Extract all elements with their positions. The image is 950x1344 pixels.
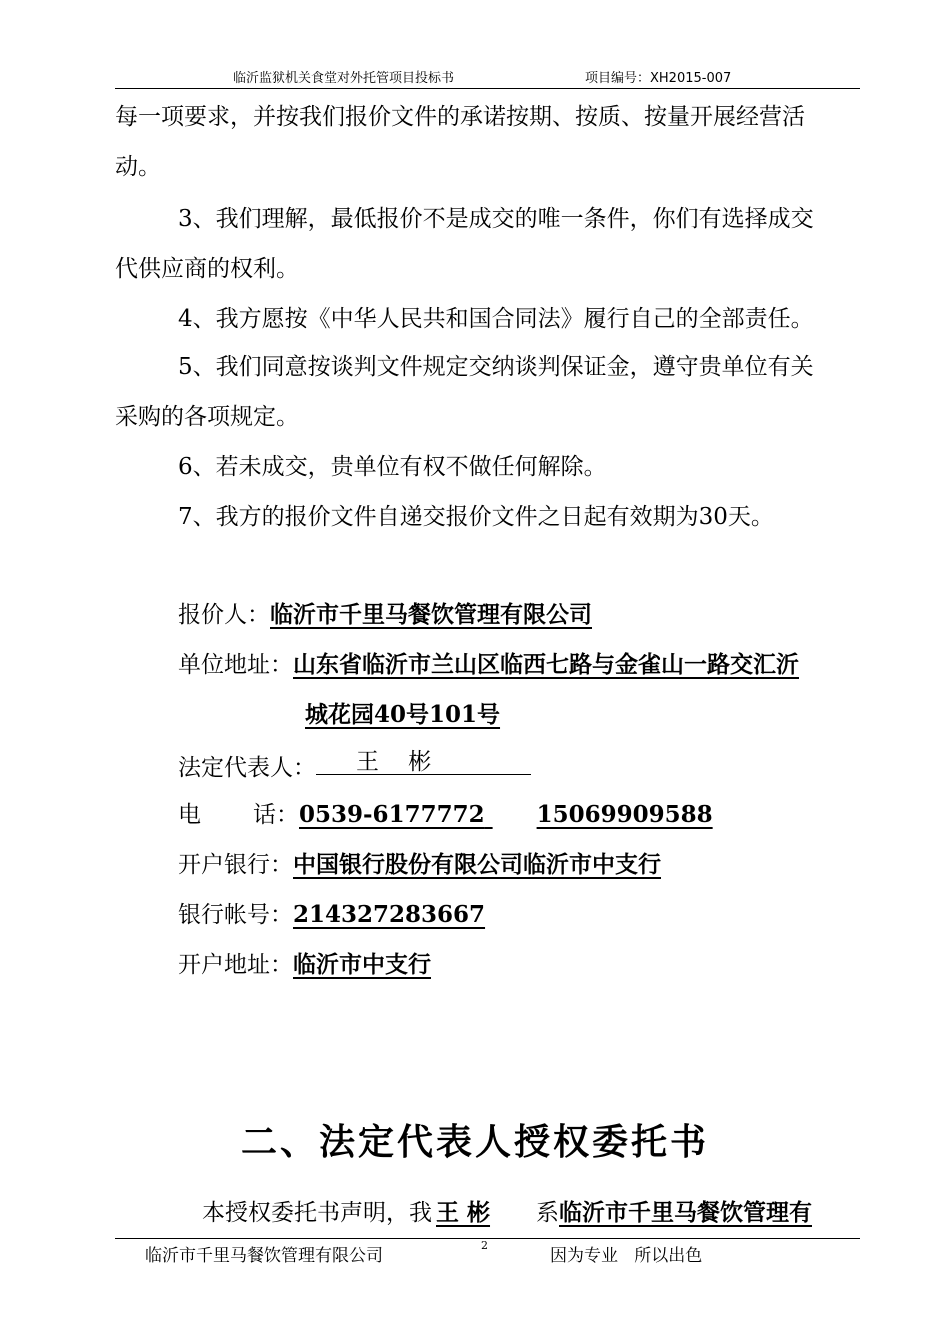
bank-row <box>178 850 661 880</box>
address-label: 单位地址： <box>178 652 293 678</box>
address-row-2 <box>305 700 500 730</box>
bank-address-label: 开户地址： <box>178 952 293 978</box>
account-label: 银行帐号： <box>178 902 293 928</box>
body-line-5: 4、我方愿按《中华人民共和国合同法》履行自己的全部责任。 <box>178 306 814 332</box>
representative-label: 法定代表人： <box>178 755 316 781</box>
section-title: 二、法定代表人授权委托书 <box>240 1121 709 1163</box>
account-value: 214327283667 <box>293 901 486 928</box>
phone-row <box>178 800 713 830</box>
bidder-label: 报价人： <box>178 602 270 628</box>
bidder-value: 临沂市千里马餐饮管理有限公司 <box>270 601 592 628</box>
representative-row <box>178 750 531 783</box>
bank-address-value: 临沂市中支行 <box>293 951 431 978</box>
phone-value-2: 15069909588 <box>536 801 713 828</box>
address-value-2: 城花园40号101号 <box>305 701 501 728</box>
authorization-text-b: 系 <box>536 1200 559 1226</box>
header-title: 临沂监狱机关食堂对外托管项目投标书 <box>233 71 455 86</box>
footer-slogan: 因为专业 所以出色 <box>550 1246 703 1266</box>
footer-page-number: 2 <box>481 1239 488 1252</box>
address-value-1: 山东省临沂市兰山区临西七路与金雀山一路交汇沂 <box>293 651 799 678</box>
body-line-7: 采购的各项规定。 <box>115 404 299 430</box>
representative-blank <box>316 750 531 775</box>
body-line-2: 动。 <box>115 154 161 180</box>
page-header <box>115 66 860 89</box>
bidder-row <box>178 600 592 630</box>
bank-address-row <box>178 950 431 980</box>
body-line-6: 5、我们同意按谈判文件规定交纳谈判保证金，遵守贵单位有关 <box>178 354 814 380</box>
phone-value-1: 0539-6177772 <box>299 801 485 828</box>
footer-company: 临沂市千里马餐饮管理有限公司 <box>145 1246 383 1266</box>
representative-value: 王 彬 <box>356 749 432 775</box>
body-line-9: 7、我方的报价文件自递交报价文件之日起有效期为30天。 <box>178 504 774 530</box>
authorization-text-a: 本授权委托书声明，我 <box>202 1200 432 1226</box>
authorization-line <box>202 1198 812 1228</box>
header-project-number: 项目编号：XH2015-007 <box>585 71 732 86</box>
address-row <box>178 650 799 680</box>
body-line-1: 每一项要求，并按我们报价文件的承诺按期、按质、按量开展经营活 <box>115 104 805 130</box>
body-line-3: 3、我们理解，最低报价不是成交的唯一条件，你们有选择成交 <box>178 206 814 232</box>
phone-label-1: 电 <box>178 802 201 828</box>
account-row <box>178 900 485 930</box>
phone-label-2: 话： <box>253 802 299 828</box>
bank-value: 中国银行股份有限公司临沂市中支行 <box>293 851 661 878</box>
bank-label: 开户银行： <box>178 852 293 878</box>
page-footer <box>115 1238 860 1266</box>
authorization-company: 临沂市千里马餐饮管理有 <box>559 1199 812 1226</box>
body-line-4: 代供应商的权利。 <box>115 256 299 282</box>
body-line-8: 6、若未成交，贵单位有权不做任何解除。 <box>178 454 607 480</box>
authorization-name: 王 彬 <box>436 1199 491 1226</box>
